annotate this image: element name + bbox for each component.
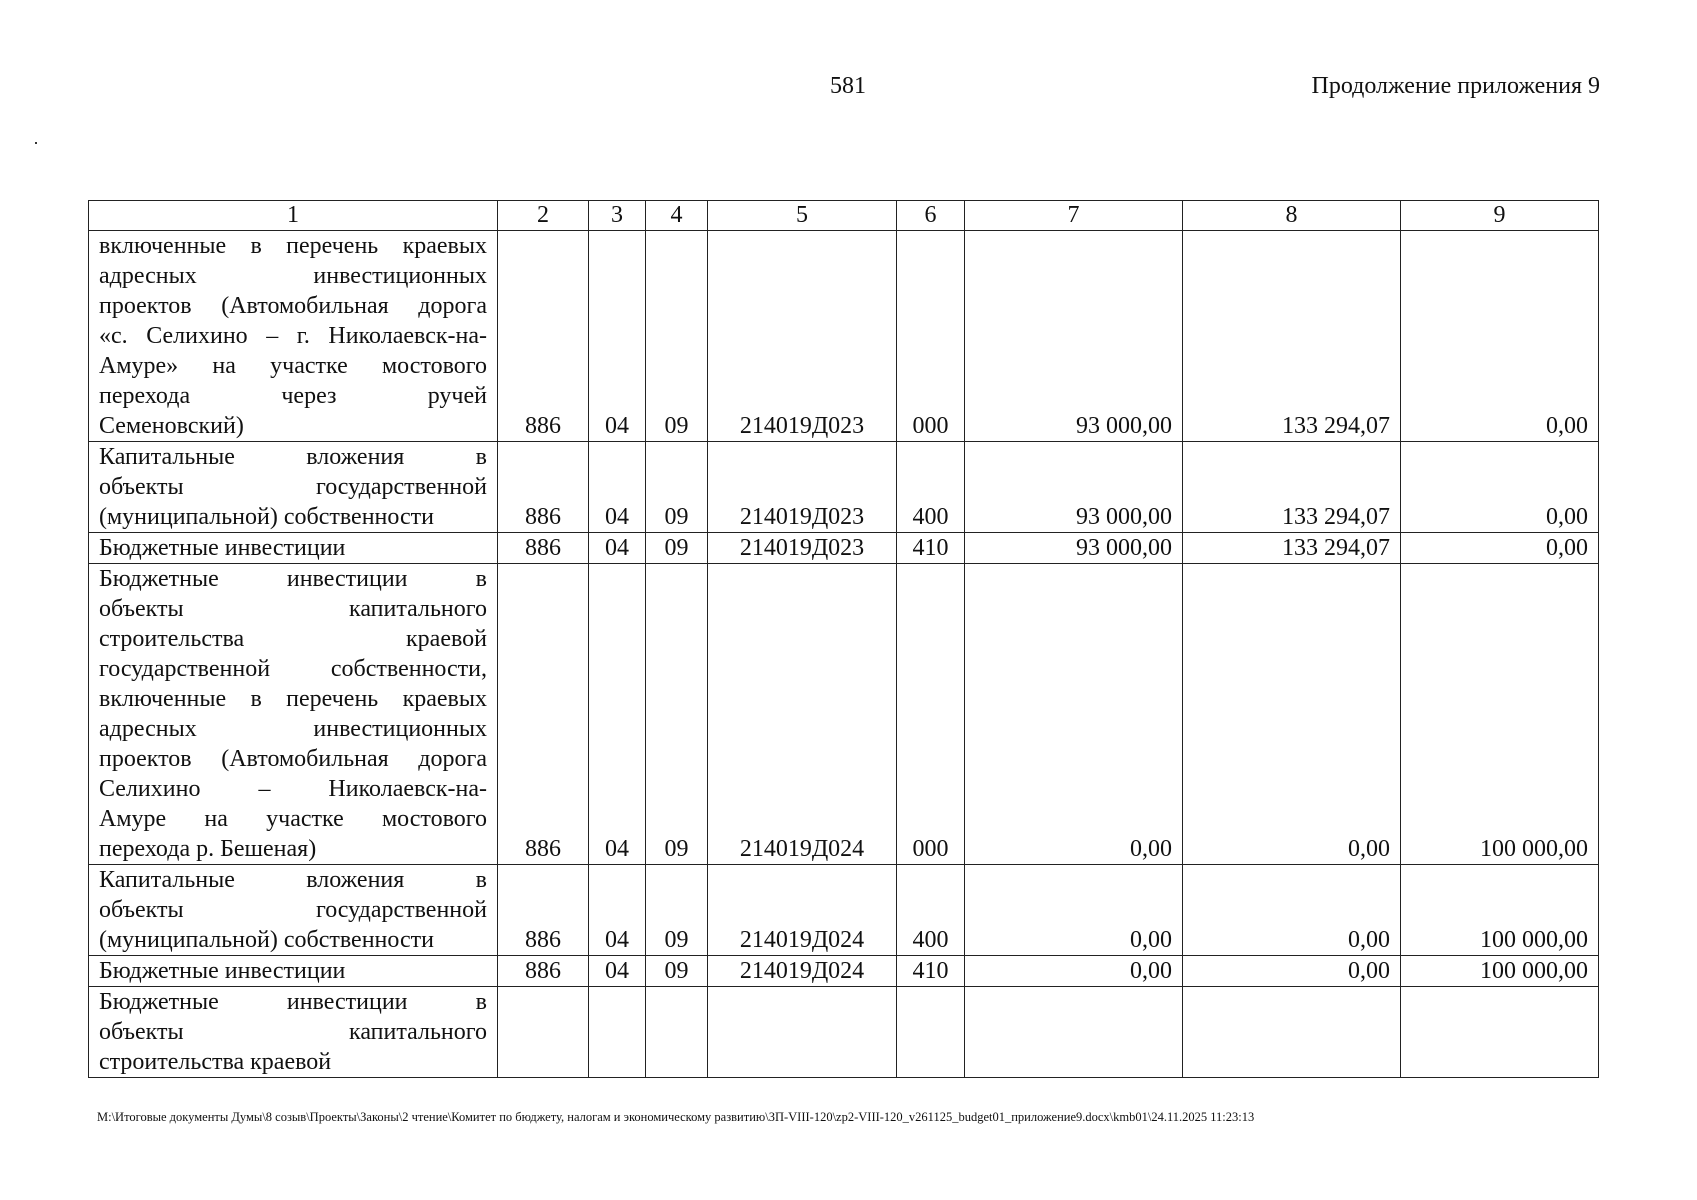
target-article-code (708, 987, 897, 1078)
amount-col-9 (1401, 987, 1599, 1078)
description-line: «с. Селихино – г. Николаевск-на- (99, 323, 487, 349)
column-header: 8 (1183, 201, 1401, 231)
amount-col-9: 100 000,00 (1401, 956, 1599, 987)
subsection-code: 09 (646, 865, 708, 956)
amount-col-7: 93 000,00 (965, 231, 1183, 442)
subsection-code: 09 (646, 956, 708, 987)
table-row (89, 442, 1599, 533)
column-header: 3 (589, 201, 646, 231)
description-line: адресных инвестиционных (99, 263, 487, 289)
expenditure-description (89, 987, 498, 1078)
description-line: Селихино – Николаевск-на- (99, 776, 487, 802)
amount-col-7 (965, 987, 1183, 1078)
expense-type-code: 400 (897, 442, 965, 533)
amount-col-9: 0,00 (1401, 231, 1599, 442)
section-code: 04 (589, 533, 646, 564)
description-line: Капитальные вложения в (99, 444, 487, 470)
ministry-code: 886 (498, 231, 589, 442)
column-number-row (89, 201, 1599, 231)
target-article-code: 214019Д024 (708, 865, 897, 956)
amount-col-9: 100 000,00 (1401, 564, 1599, 865)
column-header: 1 (89, 201, 498, 231)
amount-col-8: 133 294,07 (1183, 533, 1401, 564)
amount-col-9: 0,00 (1401, 533, 1599, 564)
description-line: объекты капитального (99, 1019, 487, 1045)
column-header: 4 (646, 201, 708, 231)
description-line: включенные в перечень краевых (99, 686, 487, 712)
section-code: 04 (589, 564, 646, 865)
target-article-code: 214019Д023 (708, 533, 897, 564)
description-line: Амуре» на участке мостового (99, 353, 487, 379)
description-line: Семеновский) (99, 413, 244, 439)
ministry-code: 886 (498, 533, 589, 564)
section-code (589, 987, 646, 1078)
table-row (89, 533, 1599, 564)
description-line: (муниципальной) собственности (99, 504, 434, 530)
ministry-code: 886 (498, 564, 589, 865)
amount-col-8: 0,00 (1183, 564, 1401, 865)
column-header: 5 (708, 201, 897, 231)
amount-col-8 (1183, 987, 1401, 1078)
description-line: Бюджетные инвестиции (99, 958, 346, 984)
target-article-code: 214019Д023 (708, 231, 897, 442)
subsection-code (646, 987, 708, 1078)
expense-type-code: 000 (897, 231, 965, 442)
expense-type-code: 410 (897, 533, 965, 564)
section-code: 04 (589, 442, 646, 533)
description-line: строительства краевой (99, 626, 487, 652)
ministry-code (498, 987, 589, 1078)
target-article-code: 214019Д023 (708, 442, 897, 533)
expense-type-code: 400 (897, 865, 965, 956)
section-code: 04 (589, 865, 646, 956)
expense-type-code (897, 987, 965, 1078)
description-line: строительства краевой (99, 1049, 332, 1075)
appendix-continuation-title: Продолжение приложения 9 (1311, 73, 1600, 99)
subsection-code: 09 (646, 533, 708, 564)
description-line: адресных инвестиционных (99, 716, 487, 742)
amount-col-8: 133 294,07 (1183, 231, 1401, 442)
description-line: объекты государственной (99, 897, 487, 923)
amount-col-7: 93 000,00 (965, 442, 1183, 533)
expenditure-description (89, 865, 498, 956)
subsection-code: 09 (646, 231, 708, 442)
column-header: 9 (1401, 201, 1599, 231)
ministry-code: 886 (498, 442, 589, 533)
expense-type-code: 410 (897, 956, 965, 987)
description-line: проектов (Автомобильная дорога (99, 293, 487, 319)
expenditure-description (89, 956, 498, 987)
target-article-code: 214019Д024 (708, 956, 897, 987)
description-line: объекты капитального (99, 596, 487, 622)
amount-col-7: 0,00 (965, 564, 1183, 865)
amount-col-9: 100 000,00 (1401, 865, 1599, 956)
description-line: Бюджетные инвестиции в (99, 989, 487, 1015)
table-row (89, 231, 1599, 442)
description-line: включенные в перечень краевых (99, 233, 487, 259)
amount-col-7: 93 000,00 (965, 533, 1183, 564)
amount-col-8: 0,00 (1183, 956, 1401, 987)
expenditure-description (89, 533, 498, 564)
description-line: Бюджетные инвестиции в (99, 566, 487, 592)
amount-col-8: 133 294,07 (1183, 442, 1401, 533)
description-line: проектов (Автомобильная дорога (99, 746, 487, 772)
table-row (89, 987, 1599, 1078)
description-line: Капитальные вложения в (99, 867, 487, 893)
subsection-code: 09 (646, 442, 708, 533)
section-code: 04 (589, 231, 646, 442)
description-line: государственной собственности, (99, 656, 487, 682)
column-header: 2 (498, 201, 589, 231)
page-number: 581 (830, 73, 866, 99)
amount-col-7: 0,00 (965, 956, 1183, 987)
column-header: 7 (965, 201, 1183, 231)
target-article-code: 214019Д024 (708, 564, 897, 865)
description-line: Амуре на участке мостового (99, 806, 487, 832)
amount-col-8: 0,00 (1183, 865, 1401, 956)
amount-col-9: 0,00 (1401, 442, 1599, 533)
description-line: (муниципальной) собственности (99, 927, 434, 953)
expenditure-description (89, 564, 498, 865)
table-row (89, 956, 1599, 987)
description-line: объекты государственной (99, 474, 487, 500)
expenditure-description (89, 442, 498, 533)
column-header: 6 (897, 201, 965, 231)
table-row (89, 865, 1599, 956)
table-row (89, 564, 1599, 865)
scan-speck (35, 142, 37, 144)
description-line: Бюджетные инвестиции (99, 535, 346, 561)
ministry-code: 886 (498, 956, 589, 987)
description-line: перехода р. Бешеная) (99, 836, 317, 862)
expense-type-code: 000 (897, 564, 965, 865)
subsection-code: 09 (646, 564, 708, 865)
amount-col-7: 0,00 (965, 865, 1183, 956)
budget-table (88, 200, 1599, 1078)
description-line: перехода через ручей (99, 383, 487, 409)
file-path-footer: M:\Итоговые документы Думы\8 созыв\Проекты\Законы\2 чтение\Комитет по бюджету, налогам и экономическому развитию\ЗП-VIII-120\zp2-VIII-120_v261125_budget01_приложение9.docx\kmb01\24.11.2025 11:23:13 (97, 1110, 1255, 1124)
section-code: 04 (589, 956, 646, 987)
expenditure-description (89, 231, 498, 442)
ministry-code: 886 (498, 865, 589, 956)
